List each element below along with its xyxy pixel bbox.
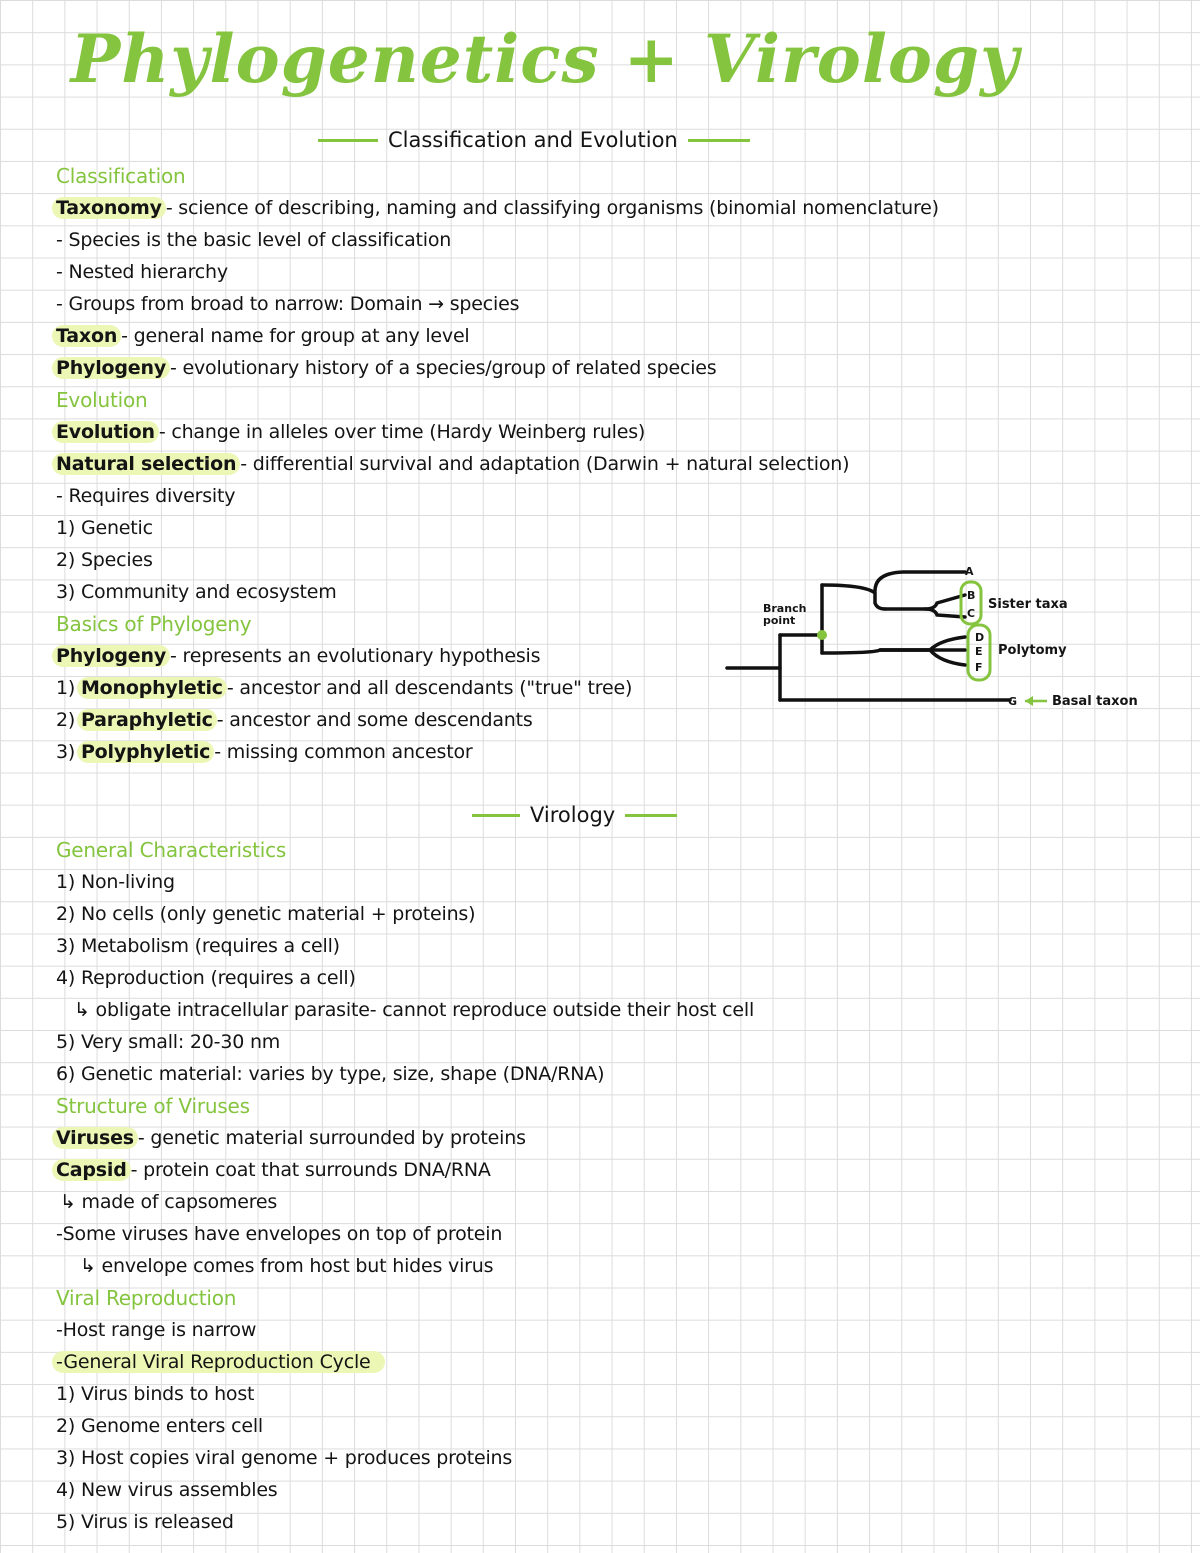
tree-branch — [880, 650, 965, 665]
list-item: 2) Genome enters cell — [56, 1415, 263, 1437]
list-item: 5) Virus is released — [56, 1511, 234, 1533]
list-item: 3) Metabolism (requires a cell) — [56, 935, 340, 957]
taxon-label-b: B — [967, 589, 976, 602]
heading-general-characteristics: General Characteristics — [56, 838, 287, 862]
basal-taxon-label: Basal taxon — [1052, 694, 1138, 709]
highlighted-cycle-heading: -General Viral Reproduction Cycle — [52, 1351, 385, 1373]
list-number: 1) — [56, 677, 76, 699]
definition: - missing common ancestor — [214, 741, 473, 763]
definition: - evolutionary history of a species/group of related species — [170, 357, 717, 379]
list-item: 5) Very small: 20-30 nm — [56, 1031, 281, 1053]
tree-branch — [875, 572, 965, 591]
taxon-label-c: C — [967, 607, 976, 620]
tree-branch — [885, 595, 965, 609]
definition: - genetic material surrounded by proteins — [137, 1127, 526, 1149]
basal-taxon-arrow — [1025, 696, 1047, 706]
polytomy-label: Polytomy — [998, 643, 1067, 658]
list-item: - Requires diversity — [56, 485, 236, 507]
polyphyletic-line — [56, 738, 473, 766]
term-phylogeny: Phylogeny — [52, 357, 170, 379]
taxon-label-d: D — [975, 631, 985, 644]
term-phylogeny: Phylogeny — [52, 645, 170, 667]
definition: - ancestor and some descendants — [216, 709, 533, 731]
taxonomy-line — [56, 194, 939, 222]
phylogeny-line — [56, 354, 717, 382]
divider-dash — [318, 139, 378, 142]
monophyletic-line — [56, 674, 632, 702]
taxon-label-a: A — [965, 565, 974, 578]
sister-taxa-label: Sister taxa — [988, 597, 1068, 612]
section-divider-virology — [472, 803, 677, 827]
evolution-line — [56, 418, 645, 446]
phylogeny-hypothesis-line — [56, 642, 540, 670]
taxon-label-e: E — [975, 645, 983, 658]
list-item: 4) New virus assembles — [56, 1479, 278, 1501]
term-capsid: Capsid — [52, 1159, 131, 1181]
list-item: 4) Reproduction (requires a cell) — [56, 967, 356, 989]
list-item: - Nested hierarchy — [56, 261, 228, 283]
divider-dash — [472, 814, 520, 817]
list-item: 1) Genetic — [56, 517, 153, 539]
list-item: 2) Species — [56, 549, 153, 571]
viruses-line — [56, 1124, 526, 1152]
definition: - general name for group at any level — [121, 325, 470, 347]
branch-point-label: point — [763, 614, 796, 627]
list-item: 1) Non-living — [56, 871, 175, 893]
term-natural-selection: Natural selection — [52, 453, 240, 475]
list-item: - Groups from broad to narrow: Domain → species — [56, 293, 520, 315]
term-polyphyletic: Polyphyletic — [77, 741, 214, 763]
heading-structure-of-viruses: Structure of Viruses — [56, 1094, 250, 1118]
phylogenetic-tree-diagram — [725, 555, 1165, 720]
term-taxonomy: Taxonomy — [52, 197, 166, 219]
heading-evolution: Evolution — [56, 388, 148, 412]
list-item: 3) Community and ecosystem — [56, 581, 337, 603]
term-paraphyletic: Paraphyletic — [77, 709, 217, 731]
natural-selection-line — [56, 450, 849, 478]
branch-point-label: Branch — [763, 602, 807, 615]
list-subitem: ↳ envelope comes from host but hides virus — [80, 1255, 494, 1277]
list-number: 3) — [56, 741, 76, 763]
list-item: 1) Virus binds to host — [56, 1383, 255, 1405]
capsid-line — [56, 1156, 491, 1184]
cycle-line — [56, 1348, 385, 1376]
list-number: 2) — [56, 709, 76, 731]
list-item: -Some viruses have envelopes on top of protein — [56, 1223, 503, 1245]
branch-point-marker — [817, 630, 827, 640]
definition: - science of describing, naming and classifying organisms (binomial nomenclature) — [165, 197, 939, 219]
tree-branch — [925, 609, 965, 617]
taxon-line — [56, 322, 470, 350]
term-evolution: Evolution — [52, 421, 159, 443]
definition: - differential survival and adaptation (Darwin + natural selection) — [240, 453, 850, 475]
section-divider-classification — [318, 128, 750, 152]
taxon-label-g: G — [1008, 695, 1018, 708]
divider-dash — [688, 139, 750, 142]
definition: - change in alleles over time (Hardy Weinberg rules) — [158, 421, 646, 443]
definition: - represents an evolutionary hypothesis — [170, 645, 541, 667]
list-subitem: ↳ made of capsomeres — [60, 1191, 278, 1213]
term-monophyletic: Monophyletic — [77, 677, 227, 699]
taxon-label-f: F — [975, 661, 983, 674]
heading-viral-reproduction: Viral Reproduction — [56, 1286, 237, 1310]
list-item: 6) Genetic material: varies by type, size, shape (DNA/RNA) — [56, 1063, 605, 1085]
list-subitem: ↳ obligate intracellular parasite- cannot reproduce outside their host cell — [74, 999, 755, 1021]
definition: - ancestor and all descendants ("true" tree) — [226, 677, 633, 699]
divider-label: Virology — [530, 803, 616, 827]
term-viruses: Viruses — [52, 1127, 138, 1149]
heading-basics-of-phylogeny: Basics of Phylogeny — [56, 612, 252, 636]
page-title: Phylogenetics + Virology — [70, 20, 1020, 98]
list-item: 3) Host copies viral genome + produces proteins — [56, 1447, 513, 1469]
term-taxon: Taxon — [52, 325, 121, 347]
divider-dash — [625, 814, 677, 817]
list-item: - Species is the basic level of classification — [56, 229, 452, 251]
definition: - protein coat that surrounds DNA/RNA — [130, 1159, 491, 1181]
list-item: 2) No cells (only genetic material + proteins) — [56, 903, 476, 925]
list-item: -Host range is narrow — [56, 1319, 257, 1341]
heading-classification: Classification — [56, 164, 186, 188]
divider-label: Classification and Evolution — [388, 128, 678, 152]
paraphyletic-line — [56, 706, 533, 734]
